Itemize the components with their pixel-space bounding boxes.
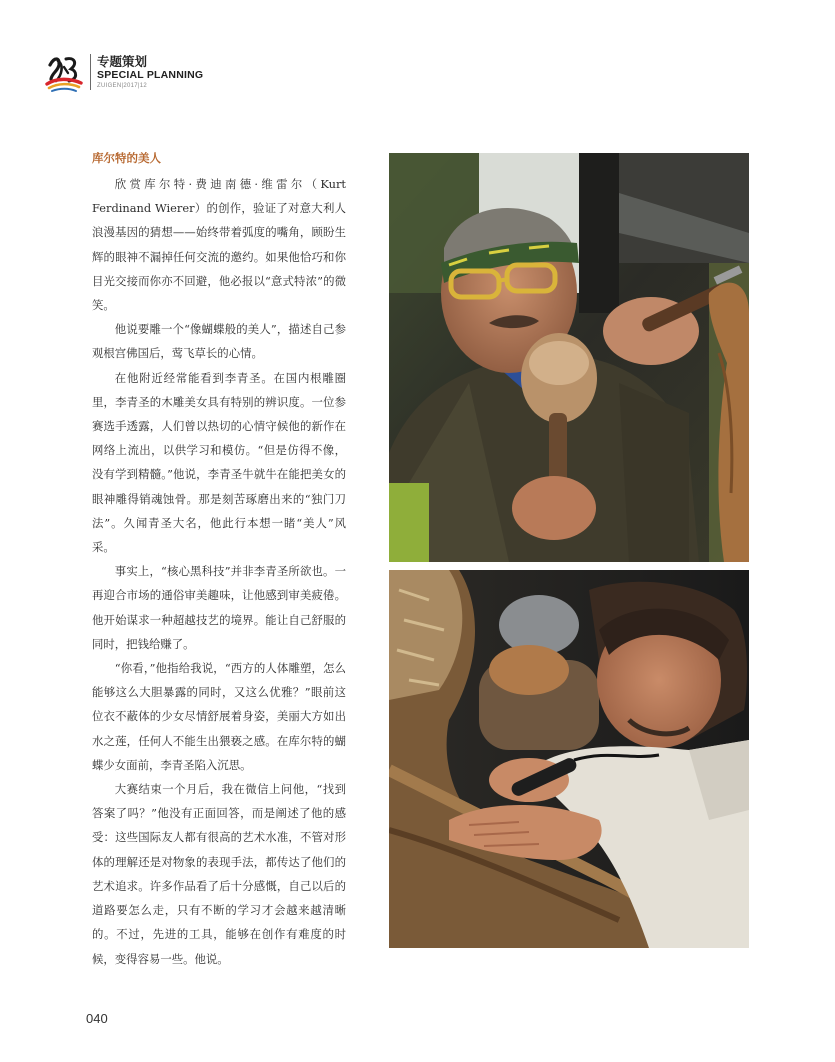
article-paragraph: 欣赏库尔特·费迪南德·维雷尔（Kurt Ferdinand Wierer）的创作，验证了对意大利人浪漫基因的猜想——始终带着弧度的嘴角，顾盼生辉的眼神不漏掉任何交流的邀约。如果他恰巧和你目光交接而你亦不回避，他必报以“意式特浓”的微笑。	[92, 177, 346, 313]
photo-carver-mallet	[389, 153, 749, 562]
article-column	[92, 148, 346, 971]
page-number: 040	[86, 1011, 108, 1026]
article-paragraph: 大赛结束一个月后，我在微信上问他，“找到答案了吗？”他没有正面回答，而是阐述了他的感受：这些国际友人都有很高的艺术水准，不管对形体的理解还是对物象的表现手法，都传达了他们的艺术追求。许多作品看了后十分感慨，自己以后的道路要怎么走，只有不断的学习才会越来越清晰的。不过，先进的工具，能够在创作有难度的时候，变得容易一些。他说。	[92, 782, 346, 966]
magazine-header	[44, 50, 203, 94]
magazine-logo	[44, 51, 84, 93]
article-paragraph: 在他附近经常能看到李青圣。在国内根雕圈里，李青圣的木雕美女具有特别的辨识度。一位参赛选手透露，人们曾以热切的心情守候他的新作在网络上流出，以供学习和模仿。“但是仿得不像，没有学到精髓。”他说，李青圣牛就牛在能把美女的眼神雕得销魂蚀骨。那是刻苦琢磨出来的“独门刀法”。久闻青圣大名，他此行本想一睹“美人”风采。	[92, 370, 346, 555]
photo-carver-power-tool	[389, 570, 749, 948]
issue-label: ZUIGEN|2017|12	[97, 82, 148, 89]
header-divider	[90, 54, 91, 90]
section-title-cn: 专题策划	[97, 53, 148, 69]
section-label	[97, 55, 203, 90]
article-paragraph: 事实上，“核心黑科技”并非李青圣所欲也。一再迎合市场的通俗审美趣味，让他感到审美疲倦。他开始谋求一种超越技艺的境界。能让自己舒服的同时，把钱给赚了。	[92, 564, 346, 651]
article-subtitle: 库尔特的美人	[92, 151, 161, 165]
article-paragraph: 他说要雕一个“像蝴蝶般的美人”，描述自己参观根宫佛国后，莺飞草长的心情。	[92, 322, 346, 361]
article-paragraph: “你看，”他指给我说，“西方的人体雕塑，怎么能够这么大胆暴露的同时，又这么优雅？”眼前这位衣不蔽体的少女尽情舒展着身姿，美丽大方如出水之莲，任何人不能生出猥亵之感。在库尔特的蝴蝶少女面前，李青圣陷入沉思。	[92, 661, 346, 772]
section-title-en: SPECIAL PLANNING	[97, 68, 204, 81]
